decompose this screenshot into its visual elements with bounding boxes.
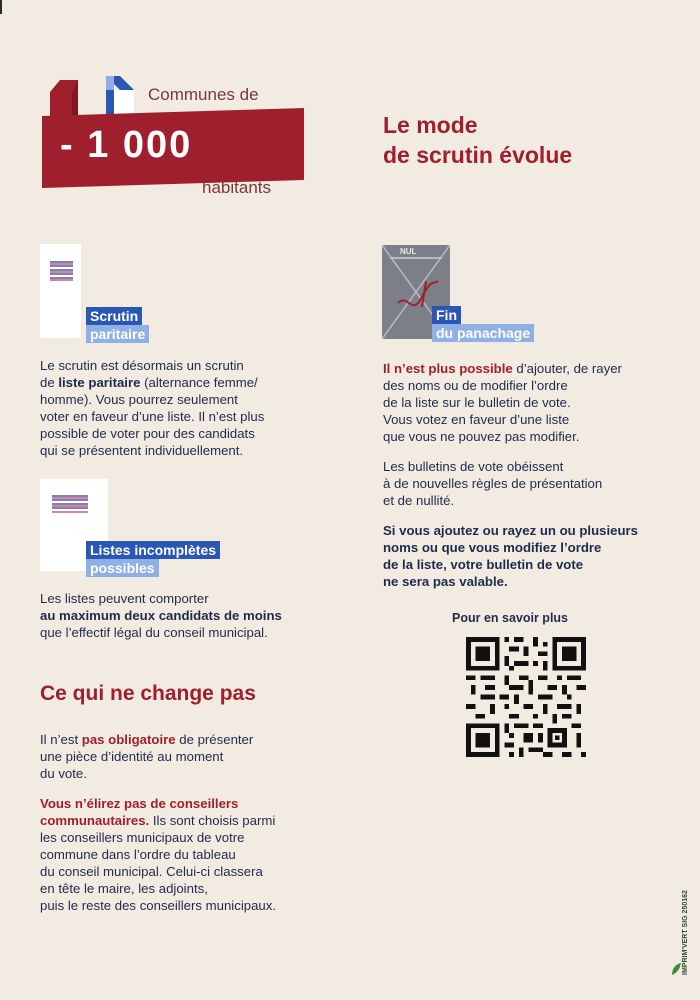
emphasis-line: Vous n’élirez pas de conseillers [40,796,239,811]
text-line: que l’effectif légal du conseil municipal. [40,625,268,640]
text-line: les conseillers municipaux de votre [40,830,245,845]
tag-fin-panachage [432,306,534,342]
text-line: que vous ne pouvez pas modifier. [383,429,580,444]
tag-scrutin-paritaire [86,307,149,343]
text-span: Ils sont choisis parmi [149,813,276,828]
text-line: du conseil municipal. Celui-ci classera [40,864,263,879]
text-span: d’ajouter, de rayer [512,361,622,376]
scrutin-paragraph [40,357,330,459]
text-line: du vote. [40,766,87,781]
text-line: possible de voter pour des candidats [40,426,255,441]
tag-scrutin-line2: paritaire [86,325,149,343]
text-line: commune dans l’ordre du tableau [40,847,236,862]
panachage-paragraph-2 [383,458,683,509]
text-line: noms ou que vous modifiez l’ordre [383,540,602,555]
unchanged-paragraph-2 [40,795,350,914]
emphasis-pas-obligatoire: pas obligatoire [81,732,176,747]
habitants-label: habitants [202,178,271,197]
corner-mark [0,0,2,14]
panachage-paragraph-3 [383,522,693,590]
text-line: de la liste sur le bulletin de vote. [383,395,571,410]
panachage-paragraph-1 [383,360,683,445]
text-line: qui se présentent individuellement. [40,443,244,458]
text-line: à de nouvelles règles de présentation [383,476,603,491]
emphasis-plus-possible: Il n’est plus possible [383,361,513,376]
unchanged-paragraph-1 [40,731,340,782]
document-list-icon [40,244,81,338]
text-span: (alternance femme/ [140,375,258,390]
text-line: Si vous ajoutez ou rayez un ou plusieurs [383,523,639,538]
emphasis-maximum: au maximum deux candidats de moins [40,608,282,623]
emphasis-liste-paritaire: liste paritaire [58,375,141,390]
page-title [383,110,683,170]
listes-paragraph [40,590,340,641]
text-line [40,374,330,391]
text-line: voter en faveur d’une liste. Il n’est plus [40,409,265,424]
text-line: ne sera pas valable. [383,574,508,589]
text-line: homme). Vous pourrez seulement [40,392,238,407]
text-span: de [40,375,59,390]
imprimvert-code-text: IMPRIM'VERT SIG 250162 [682,890,689,975]
text-line: puis le reste des conseillers municipaux. [40,898,277,913]
text-line [383,360,683,377]
tag-listes-line2: possibles [86,559,159,577]
population-number: - 1 000 [60,124,193,166]
text-span: Il n’est [40,732,82,747]
text-line: Vous votez en faveur d’une liste [383,412,570,427]
leaf-icon [670,962,682,976]
qr-code[interactable] [466,637,586,757]
emphasis-communautaires: communautaires. [40,813,150,828]
tag-listes-line1: Listes incomplètes [86,541,220,559]
text-span: de présenter [175,732,254,747]
text-line: des noms ou de modifier l’ordre [383,378,568,393]
title-line-1: Le mode [383,112,478,138]
text-line: et de nullité. [383,493,455,508]
text-line: de la liste, votre bulletin de vote [383,557,584,572]
ballot-nul-label: NUL [400,247,417,256]
title-line-2: de scrutin évolue [383,142,573,168]
tag-scrutin-line1: Scrutin [86,307,142,325]
text-line: Les listes peuvent comporter [40,591,209,606]
tag-panachage-line2: du panachage [432,324,534,342]
text-line [40,812,350,829]
tag-listes-incompletes [86,541,220,577]
text-line: en tête le maire, les adjoints, [40,881,208,896]
text-line: Le scrutin est désormais un scrutin [40,358,244,373]
text-line: une pièce d’identité au moment [40,749,224,764]
section-heading-unchanged: Ce qui ne change pas [40,682,256,705]
text-line [40,731,340,748]
tag-panachage-line1: Fin [432,306,461,324]
text-line: Les bulletins de vote obéissent [383,459,564,474]
communes-label: Communes de [148,85,259,104]
more-info-label: Pour en savoir plus [452,611,569,625]
